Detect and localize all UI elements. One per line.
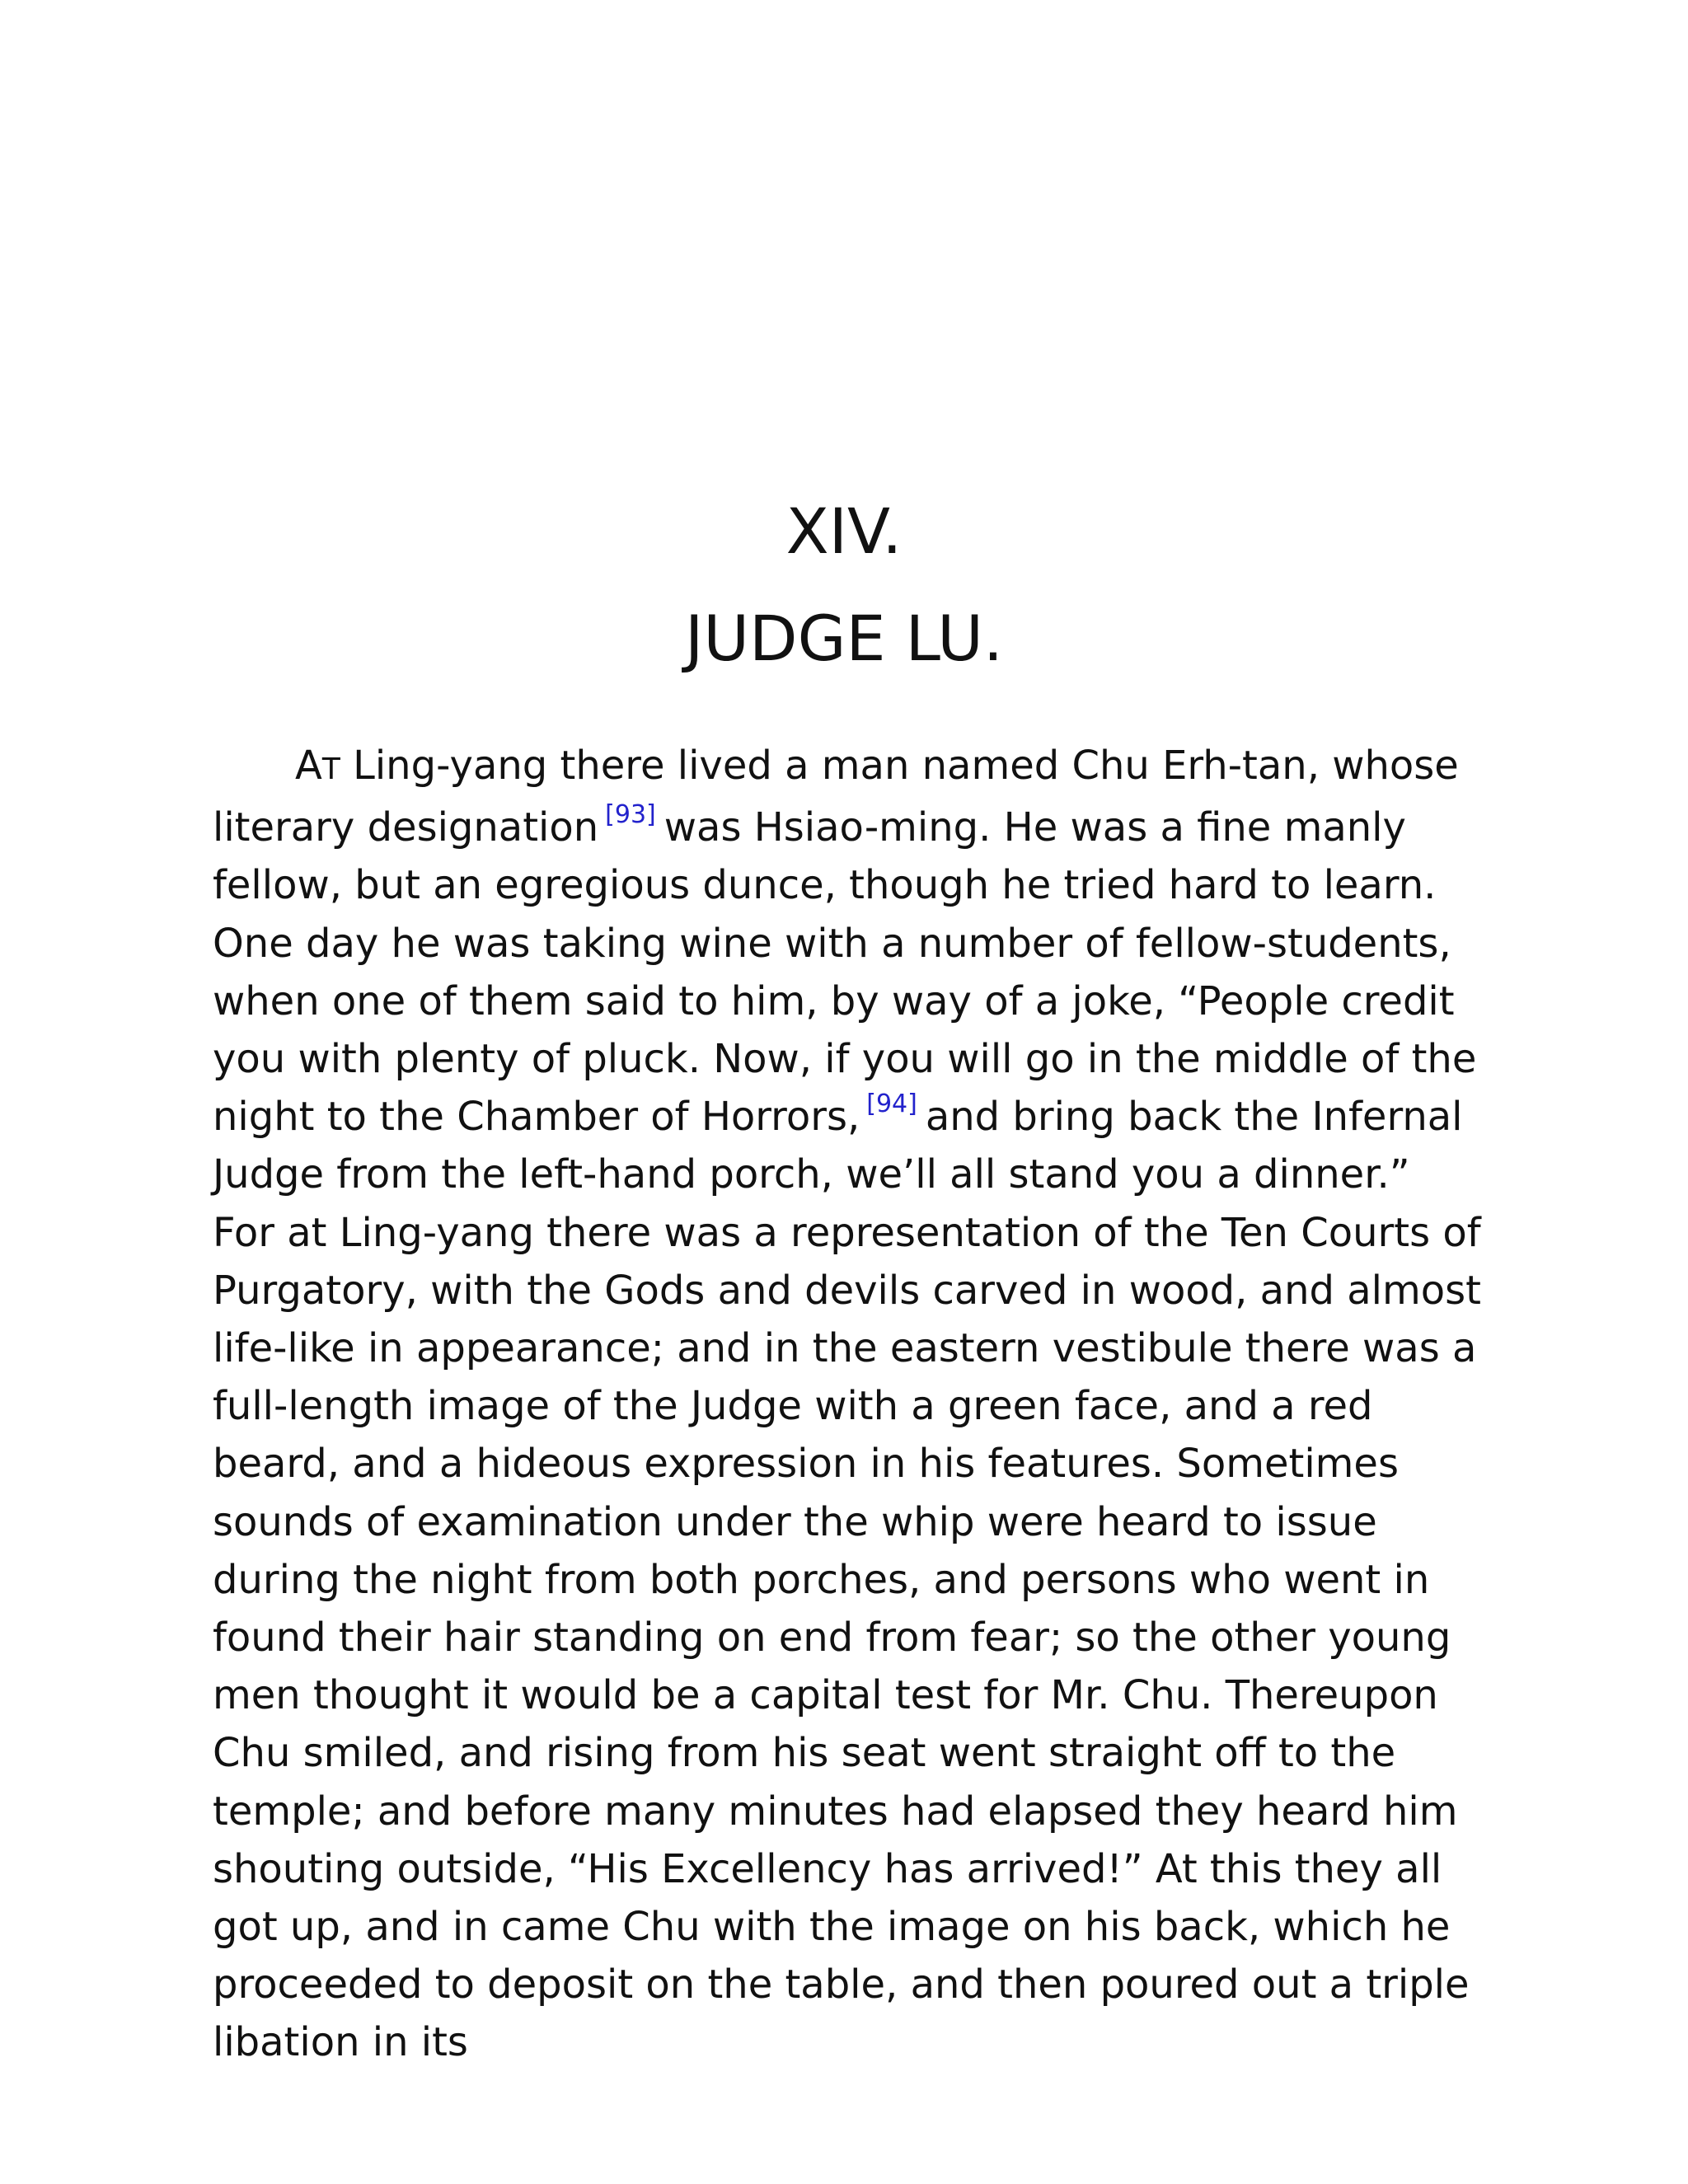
chapter-heading (0, 478, 1688, 692)
footnote-link-94[interactable]: [94] (866, 1090, 917, 1119)
paragraph-text-part-3: and bring back the Infernal Judge from the left-hand porch, we’ll all stand you a dinner.” For at Ling-yang there was a representation of the Ten Courts of Purgatory, with the Gods and devils carved in wood, and almost life-like in appearance; and in the eastern vestibule there was a full-length image of the Judge with a green face, and a red beard, and a hideous expression in his features. Sometimes sounds of examination under the whip were heard to issue during the night from both porches, and persons who went in found their hair standing on end from fear; so the other young men thought it would be a capital test for Mr. Chu. Thereupon Chu smiled, and rising from his seat went straight off to the temple; and before many minutes had elapsed they heard him shouting outside, “His Excellency has arrived!” At this they all got up, and in came Chu with the image on his back, which he proceeded to deposit on the table, and then poured out a triple libation in its (213, 1094, 1481, 2066)
small-caps-rest: T (321, 752, 340, 786)
paragraph-text-part-1: Ling-yang there lived a man named Chu Erh-tan, whose literary designation (213, 743, 1459, 851)
drop-cap-letter: A (295, 743, 322, 789)
chapter-number: XIV. (785, 494, 903, 568)
footnote-link-93[interactable]: [93] (605, 800, 656, 830)
paragraph-text-part-2: was Hsiao-ming. He was a fine manly fellow, but an egregious dunce, though he tried hard to learn. One day he was taking wine with a number of fellow-students, when one of them said to him, by way of a joke, “People credit you with plenty of pluck. Now, if you will go in the middle of the night to the Chamber of Horrors, (213, 804, 1477, 1141)
story-paragraph (213, 737, 1482, 2072)
chapter-title: JUDGE LU. (685, 602, 1003, 675)
